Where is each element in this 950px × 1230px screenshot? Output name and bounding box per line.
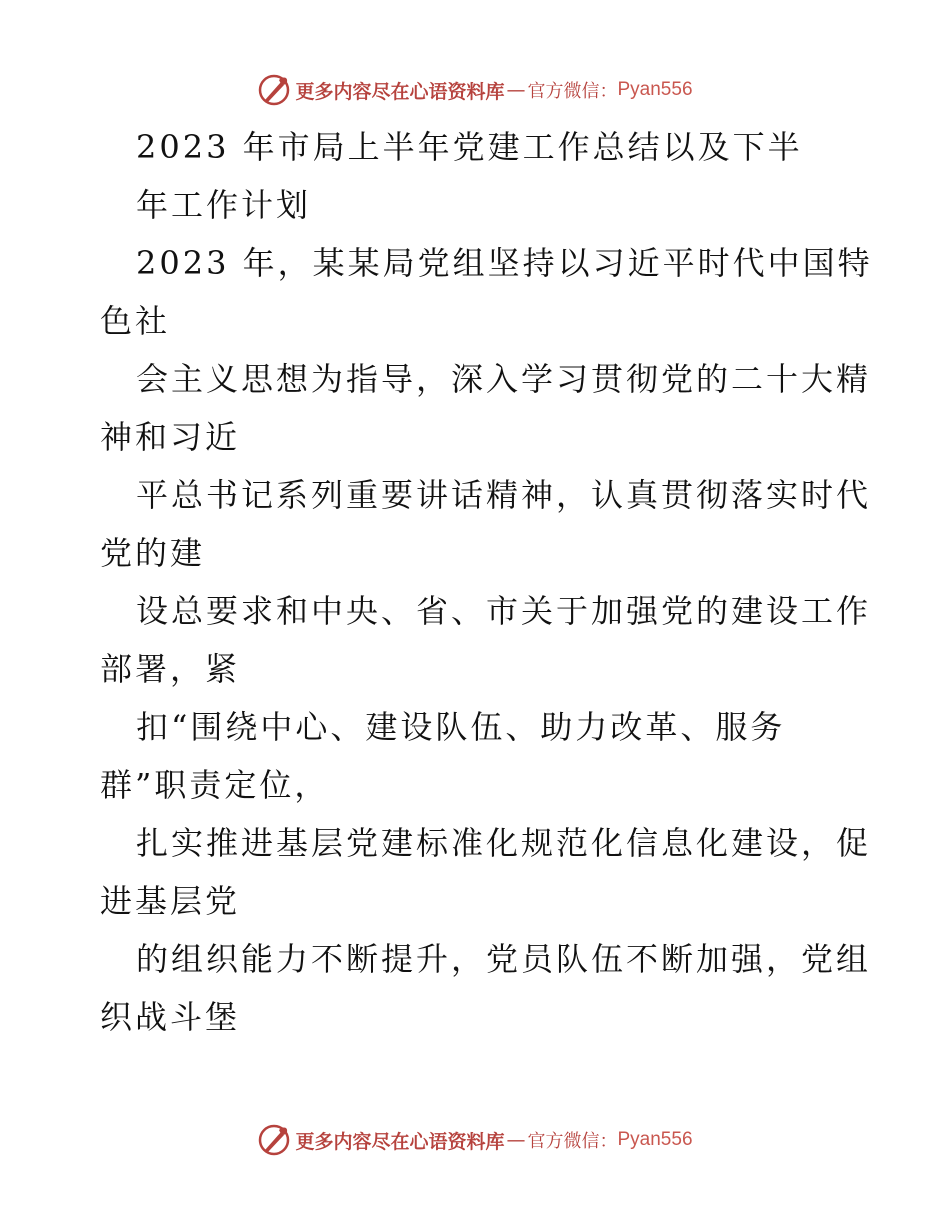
document-line: 设总要求和中央、省、市关于加强党的建设工作: [136, 592, 872, 630]
document-line: 会主义思想为指导，深入学习贯彻党的二十大精: [136, 360, 872, 398]
document-line: 色社: [100, 302, 171, 340]
document-line: 织战斗堡: [100, 998, 241, 1036]
document-paragraph: [100, 234, 873, 1046]
watermark-dash: —: [506, 79, 526, 101]
watermark-sub-text: 官方微信：: [527, 81, 618, 102]
document-line: 扎实推进基层党建标准化规范化信息化建设，促: [136, 824, 872, 862]
quill-pen-logo-icon: [257, 73, 291, 107]
watermark-main-text: 更多内容尽在心语资料库: [295, 80, 505, 103]
document-line: 扣“围绕中心、建设队伍、助力改革、服务: [136, 708, 786, 746]
document-line: 群”职责定位，: [100, 766, 330, 804]
watermark-wechat-id: Pyan556: [617, 79, 693, 100]
watermark-wechat-id: Pyan556: [617, 1129, 693, 1150]
document-line: 党的建: [100, 534, 206, 572]
document-line: 部署，紧: [100, 650, 241, 688]
document-line: 2023 年，某某局党组坚持以习近平时代中国特: [136, 244, 873, 282]
watermark-dash: —: [506, 1129, 526, 1151]
document-line: 神和习近: [100, 418, 241, 456]
document-title-line-1: 2023 年市局上半年党建工作总结以及下半: [136, 128, 803, 166]
document-title-line-2: 年工作计划: [136, 186, 312, 224]
quill-pen-logo-icon: [257, 1123, 291, 1157]
watermark-main-text: 更多内容尽在心语资料库: [295, 1130, 505, 1153]
watermark-footer: [0, 1120, 950, 1160]
watermark-sub-text: 官方微信：: [527, 1131, 618, 1152]
document-line: 的组织能力不断提升，党员队伍不断加强，党组: [136, 940, 872, 978]
watermark-header: [0, 70, 950, 110]
document-line: 平总书记系列重要讲话精神，认真贯彻落实时代: [136, 476, 872, 514]
document-body: [100, 118, 873, 1046]
document-line: 进基层党: [100, 882, 241, 920]
